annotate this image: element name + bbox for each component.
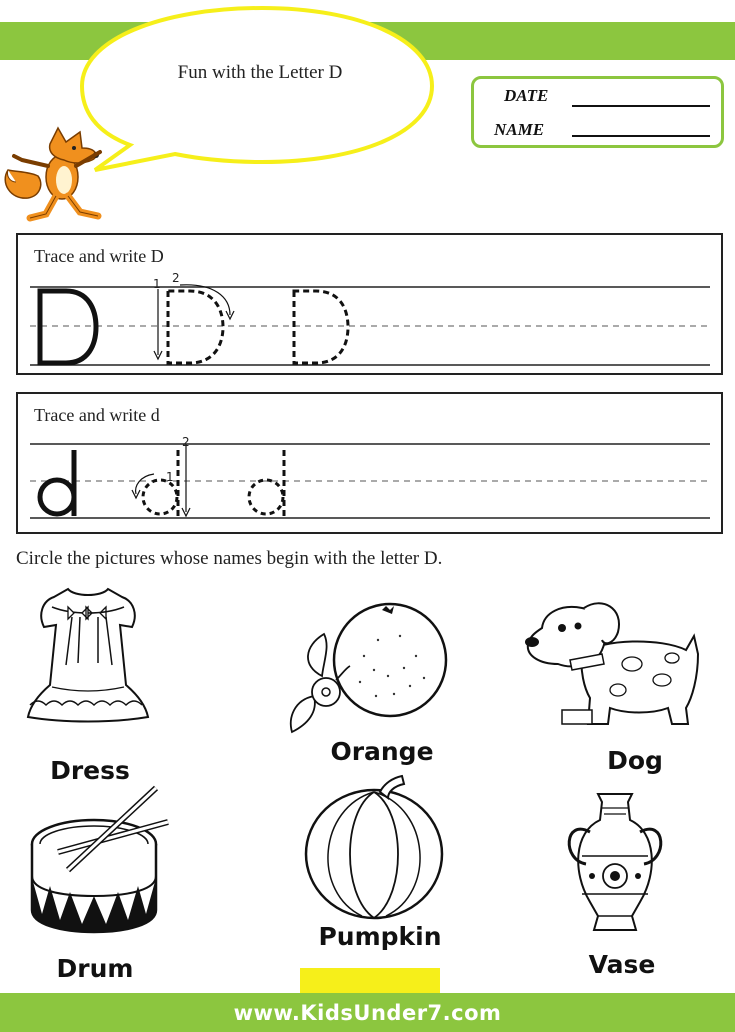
dog-icon[interactable] — [522, 598, 708, 732]
trace-lowercase-label: Trace and write d — [34, 405, 160, 425]
picture-label-vase: Vase — [588, 950, 656, 979]
picture-label-dog: Dog — [607, 746, 663, 775]
trace-uppercase-label: Trace and write D — [34, 246, 164, 266]
stroke-number-2: 2 — [172, 271, 180, 285]
lowercase-writing-lines — [18, 394, 721, 532]
instruction-text: Circle the pictures whose names begin with the letter D. — [16, 548, 443, 569]
stroke-number-1: 1 — [166, 470, 174, 484]
picture-label-drum: Drum — [56, 954, 134, 983]
date-name-box — [471, 76, 724, 148]
orange-icon[interactable] — [284, 596, 450, 736]
picture-label-orange: Orange — [330, 737, 434, 766]
name-field[interactable] — [572, 135, 710, 137]
picture-label-pumpkin: Pumpkin — [318, 922, 442, 951]
picture-label-dress: Dress — [50, 756, 130, 785]
date-field[interactable] — [572, 105, 710, 107]
footer-site-link[interactable]: www.KidsUnder7.com — [233, 1001, 502, 1025]
uppercase-writing-lines — [18, 235, 721, 373]
stroke-number-1: 1 — [153, 277, 161, 291]
fox-icon — [0, 122, 130, 222]
trace-lowercase-panel — [16, 392, 723, 534]
vase-icon[interactable] — [560, 790, 670, 938]
pumpkin-icon[interactable] — [302, 772, 452, 922]
date-label: DATE — [504, 86, 549, 105]
trace-uppercase-panel — [16, 233, 723, 375]
name-label: NAME — [494, 120, 545, 139]
drum-icon[interactable] — [28, 786, 170, 934]
stroke-number-2: 2 — [182, 435, 190, 449]
dress-icon[interactable] — [22, 585, 154, 723]
page-title: Fun with the Letter D — [177, 62, 343, 83]
